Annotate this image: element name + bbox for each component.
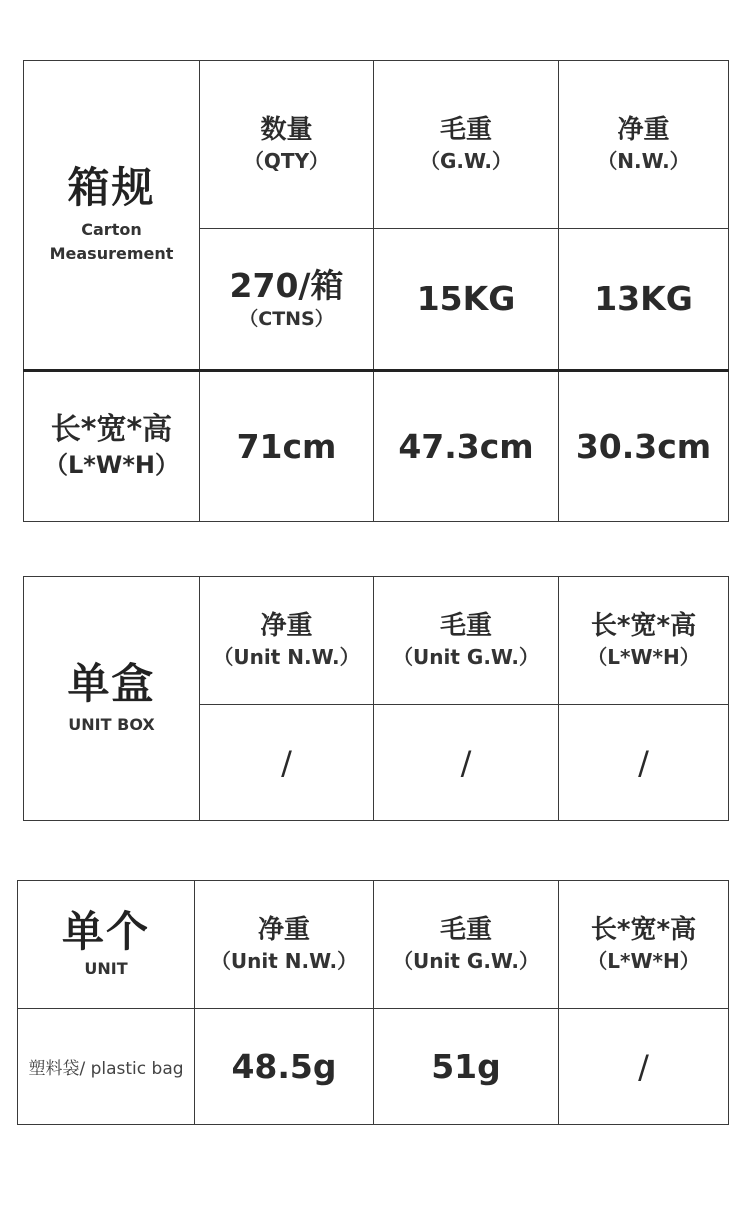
nw-header-en: （N.W.） (597, 149, 690, 174)
qty-unit: （CTNS） (239, 307, 334, 330)
unit-box-title-zh: 单盒 (67, 659, 156, 709)
qty-header-zh: 数量 (260, 114, 313, 145)
unit-box-lwh-zh: 长*宽*高 (590, 610, 697, 641)
unit-box-gw-value-cell (374, 705, 559, 821)
carton-title-en-1: Carton (81, 220, 142, 240)
unit-lwh-value: / (638, 1047, 649, 1086)
nw-header-zh: 净重 (617, 114, 670, 145)
unit-lwh-zh: 长*宽*高 (590, 914, 697, 945)
gw-header-zh: 毛重 (439, 114, 492, 145)
unit-gw-value-cell (374, 1009, 559, 1125)
unit-box-lwh-value: / (638, 743, 649, 782)
qty-header-en: （QTY） (243, 149, 330, 174)
unit-packaging-cell (18, 1009, 195, 1125)
unit-lwh-header (559, 881, 729, 1009)
gw-value: 15KG (416, 279, 516, 319)
carton-title-en-2: Measurement (49, 244, 174, 264)
unit-box-table (23, 576, 729, 821)
unit-gw-en: （Unit G.W.） (393, 949, 539, 974)
unit-nw-en: （Unit N.W.） (210, 949, 358, 974)
unit-box-gw-header (374, 577, 559, 705)
width-value: 47.3cm (398, 426, 534, 466)
unit-nw-header (195, 881, 374, 1009)
unit-title-cell (18, 881, 195, 1009)
carton-qty-value-cell (200, 229, 374, 371)
carton-nw-value-cell (559, 229, 729, 371)
unit-title-en: UNIT (84, 958, 128, 978)
unit-table (17, 880, 729, 1125)
height-value: 30.3cm (575, 426, 712, 466)
nw-value: 13KG (594, 279, 693, 319)
unit-gw-value: 51g (431, 1046, 501, 1086)
unit-box-gw-value: / (460, 743, 472, 782)
carton-nw-header (559, 61, 729, 229)
lwh-label-zh: 长*宽*高 (50, 412, 173, 448)
qty-value: 270/箱 (229, 265, 344, 305)
unit-box-nw-value-cell (200, 705, 374, 821)
unit-box-nw-header (200, 577, 374, 705)
carton-qty-header (200, 61, 374, 229)
unit-box-nw-zh: 净重 (260, 610, 313, 641)
unit-box-lwh-header (559, 577, 729, 705)
unit-nw-value: 48.5g (231, 1046, 337, 1086)
unit-nw-zh: 净重 (257, 914, 310, 945)
unit-box-lwh-en: （L*W*H） (587, 645, 700, 670)
unit-gw-zh: 毛重 (439, 914, 492, 945)
unit-lwh-value-cell (559, 1009, 729, 1125)
unit-box-nw-value: / (281, 743, 292, 782)
unit-packaging: 塑料袋/ plastic bag (28, 1059, 184, 1079)
unit-box-gw-zh: 毛重 (439, 610, 492, 641)
unit-box-title-cell (24, 577, 200, 821)
carton-title-zh: 箱规 (67, 162, 156, 212)
carton-height-cell (559, 371, 729, 522)
unit-lwh-en: （L*W*H） (587, 949, 700, 974)
length-value: 71cm (236, 426, 337, 466)
carton-lwh-label-cell (24, 371, 200, 522)
carton-table (23, 60, 729, 522)
gw-header-en: （G.W.） (419, 149, 513, 174)
unit-nw-value-cell (195, 1009, 374, 1125)
carton-gw-value-cell (374, 229, 559, 371)
unit-box-lwh-value-cell (559, 705, 729, 821)
carton-gw-header (374, 61, 559, 229)
unit-box-nw-en: （Unit N.W.） (213, 645, 360, 670)
unit-title-zh: 单个 (61, 907, 150, 957)
unit-box-title-en: UNIT BOX (68, 714, 155, 734)
carton-width-cell (374, 371, 559, 522)
unit-box-gw-en: （Unit G.W.） (393, 645, 539, 670)
carton-length-cell (200, 371, 374, 522)
lwh-label-en: （L*W*H） (44, 451, 179, 480)
carton-title-cell (24, 61, 200, 371)
unit-gw-header (374, 881, 559, 1009)
